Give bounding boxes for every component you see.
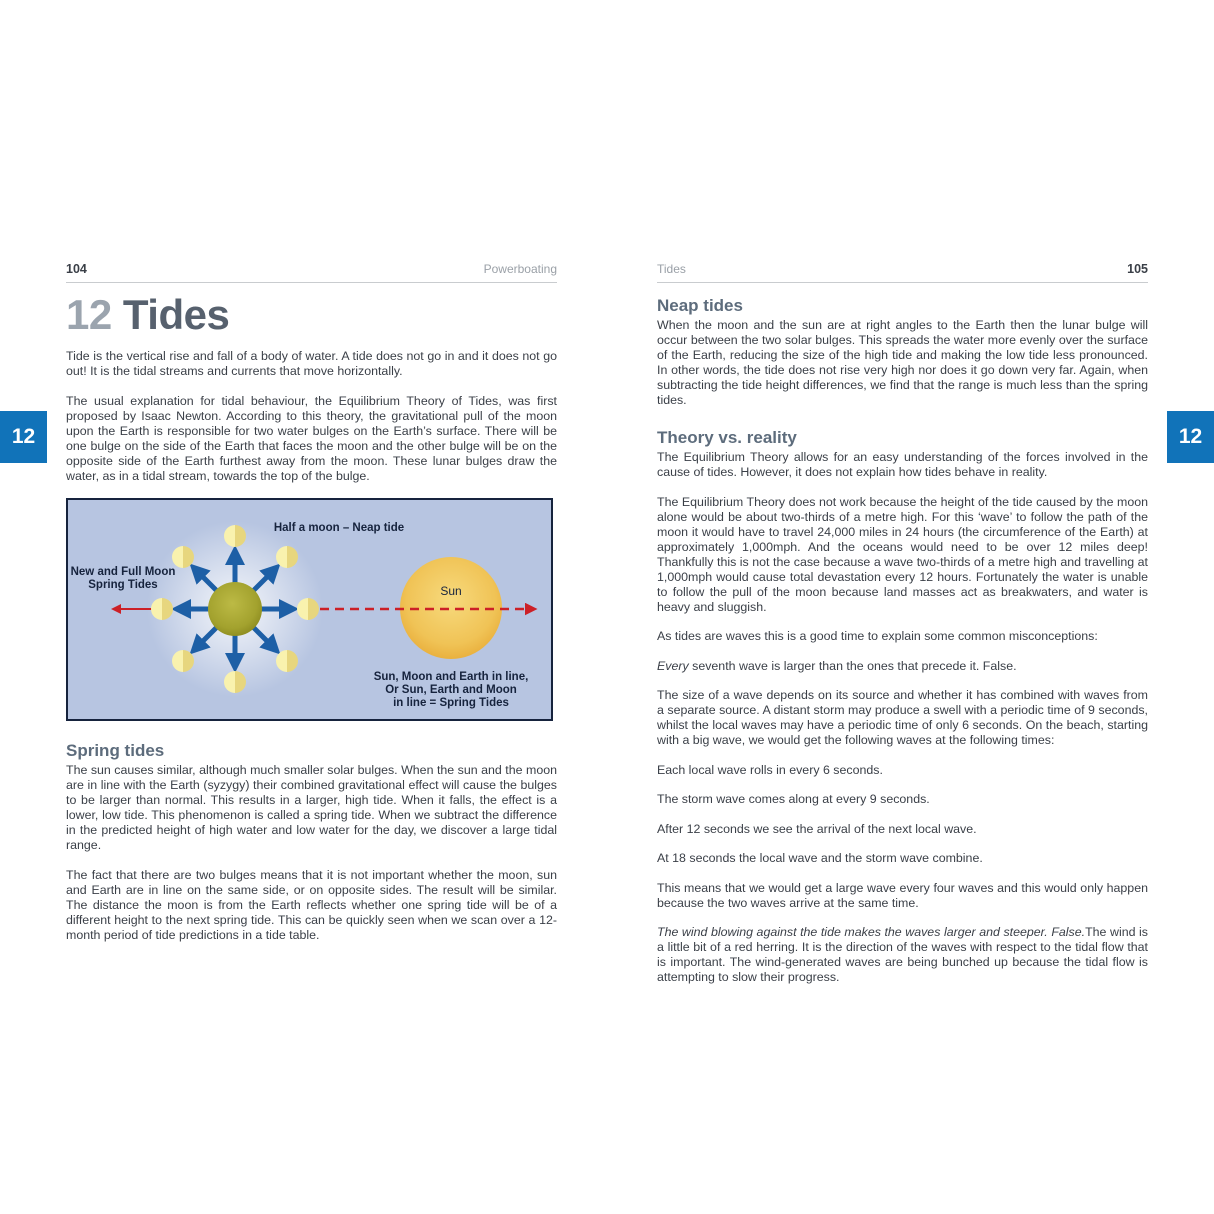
tide-diagram-svg [66,498,553,721]
myth-seventh-wave-italic: Every [657,658,689,673]
wave-timing-line-4: At 18 seconds the local wave and the storm wave combine. [657,851,983,865]
running-head-left: Powerboating [483,262,557,276]
neap-tides-paragraph: When the moon and the sun are at right angles to the Earth then the lunar bulge will occur between the two solar bulges. This spreads the water more evenly over the surface of the Earth, reducing the size of the high tide and making the low tide less pronounced. In other words, the tide does not rise very high nor does it go down very far. Again, when subtracting the tide height differences, we find that the range is much less than the spring tides. [657,318,1148,407]
spring-tides-heading: Spring tides [66,741,165,760]
chapter-title [66,293,557,337]
tide-diagram [66,498,553,721]
spring-tide-label-line2: Spring Tides [88,579,158,591]
spring-tides-paragraph-1: The sun causes similar, although much smaller solar bulges. When the sun and the moon are in line with the Earth (syzygy) their combined gravitational effect will cause the bulges to be larger than normal. This results in a larger, high tide. When it falls, the effect is a lower, low tide. This phenomenon is called a spring tide. When we subtract the difference in the predicted height of high water and low water for the day, we discover a large tidal range. [66,763,557,852]
diagram-caption-line3: in line = Spring Tides [393,697,509,709]
page-right [657,262,1148,1000]
moon-icon-ne [276,546,298,568]
moon-icon-w [151,598,173,620]
neap-tide-label: Half a moon – Neap tide [273,522,405,534]
sun-label: Sun [440,584,462,598]
wave-timing-line-1: Each local wave rolls in every 6 seconds. [657,762,883,777]
moon-icon-n [224,525,246,547]
neap-tides-heading: Neap tides [657,296,743,315]
myth-wind-italic: The wind blowing against the tide makes the waves larger and steeper. False. [657,925,1086,939]
wave-size-paragraph: The size of a wave depends on its source and whether it has combined with waves from a separate source. A distant storm may produce a swell with a periodic time of 9 seconds, whilst the local waves may have a periodic time of only 6 seconds. On the beach, starting with a big wave, we would get the following waves at the following times: [657,688,1148,747]
chapter-tab-right [1167,411,1214,463]
myth-wind-paragraph [657,925,1148,985]
running-head-right: Tides [657,262,686,276]
equilibrium-paragraph: The usual explanation for tidal behaviour, the Equilibrium Theory of Tides, was first proposed by Isaac Newton. According to this theory, the gravitational pull of the moon upon the Earth is responsible for two water bulges on the Earth’s surface. There will be one bulge on the side of the Earth that faces the moon and the other bulge will be on the opposite side of the Earth furthest away from the moon. These lunar bulges draw the water, as in a tidal stream, towards the top of the bulge. [66,393,557,483]
large-wave-paragraph: This means that we would get a large wave every four waves and this would only happen because the two waves arrive at the same time. [657,880,1148,910]
moon-icon-e [297,598,319,620]
moon-icon-se [276,650,298,672]
page-number-left: 104 [66,262,87,276]
diagram-caption-line1: Sun, Moon and Earth in line, [373,671,529,683]
wave-timing-line-2: The storm wave comes along at every 9 seconds. [657,792,930,806]
myth-seventh-wave-rest: seventh wave is larger than the ones that precede it. False. [688,658,1017,673]
diagram-caption-line2: Or Sun, Earth and Moon [385,684,517,696]
page-left [66,262,557,957]
myth-seventh-wave [657,659,1148,674]
chapter-tab-right-number: 12 [1178,425,1203,448]
misconceptions-intro: As tides are waves this is a good time to explain some common misconceptions: [657,629,1098,643]
chapter-number: 12 [66,291,112,338]
chapter-tab-left [0,411,47,463]
wave-timing-line-3: After 12 seconds we see the arrival of the next local wave. [657,821,977,836]
chapter-tab-left-number: 12 [11,425,36,448]
myth-wind-rest: The wind is a little bit of a red herring. It is the direction of the waves with respect to the tidal flow that is important. The wind-generated waves are being bunched up because the tidal flow is attempting to slow their progress. [657,925,1148,984]
spring-tide-label-line1: New and Full Moon [70,566,176,578]
moon-icon-s [224,671,246,693]
intro-paragraph: Tide is the vertical rise and fall of a body of water. A tide does not go in and it does not go out! It is the tidal streams and currents that move horizontally. [66,349,557,378]
moon-icon-sw [172,650,194,672]
page-right-header [657,262,1148,283]
earth-icon [208,582,262,636]
spring-tides-paragraph-2: The fact that there are two bulges means that it is not important whether the moon, sun and Earth are in line on the same side, or on opposite sides. The result will be similar. The distance the moon is from the Earth reflects whether one spring tide will be of a different height to the next spring tide. This can be quickly seen when we scan over a 12-month period of tide predictions in a tide table. [66,867,557,942]
moon-icon-nw [172,546,194,568]
chapter-name: Tides [122,291,230,338]
page-left-header [66,262,557,283]
theory-paragraph-1: The Equilibrium Theory allows for an easy understanding of the forces involved in the cause of tides. However, it does not explain how tides behave in reality. [657,450,1148,479]
page-number-right: 105 [1127,262,1148,276]
theory-paragraph-2: The Equilibrium Theory does not work because the height of the tide caused by the moon alone would be about two-thirds of a metre high. For this ‘wave’ to follow the path of the moon it would have to travel 24,000 miles in 24 hours (the circumference of the Earth) at approximately 1,000mph. And the oceans would need to be over 12 miles deep! Thankfully this is not the case because a wave two-thirds of a metre high and travelling at 1,000mph would cause total devastation every 12 hours. Fortunately the water is unable to follow the pull of the moon because land masses act as breakwaters, and water is heavy and sluggish. [657,494,1148,614]
theory-vs-reality-heading: Theory vs. reality [657,428,797,447]
